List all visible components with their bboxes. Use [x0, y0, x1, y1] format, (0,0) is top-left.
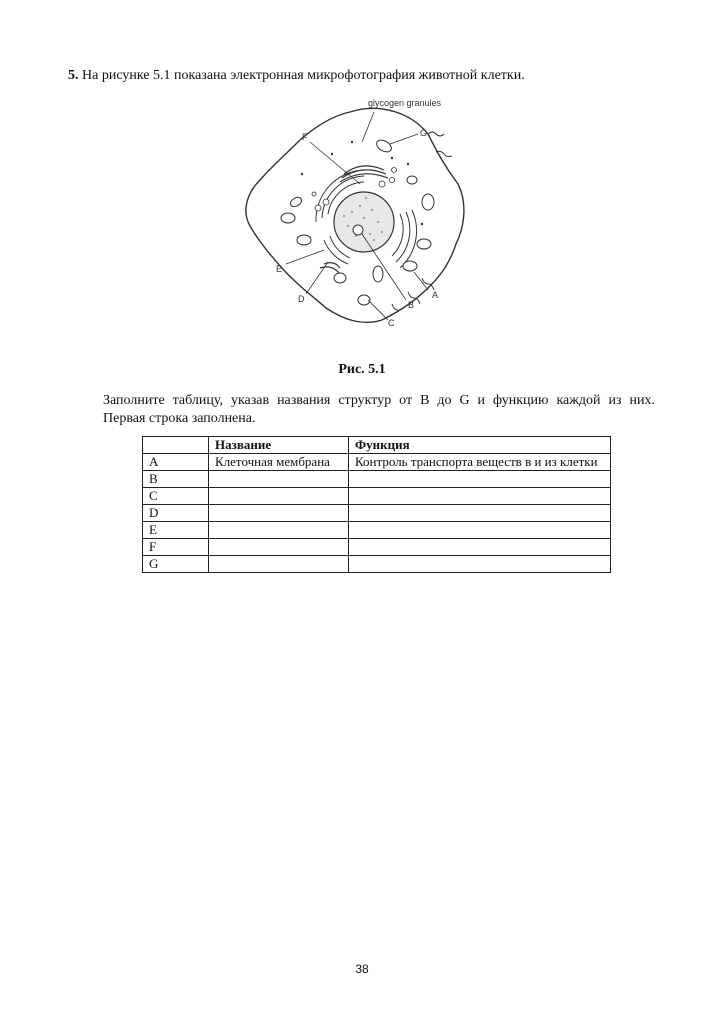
nucleolus: [353, 225, 363, 235]
table-row: [143, 454, 611, 471]
instructions-line-1: Заполните таблицу, указав названия структур от B до G и функцию каждой из них.: [103, 393, 655, 408]
microvilli: [392, 132, 452, 310]
row-letter: B: [143, 471, 209, 488]
label-G: G: [420, 128, 428, 138]
instructions-line-2: Первая строка заполнена.: [103, 411, 256, 426]
question-number: 5.: [68, 68, 79, 83]
label-E: E: [276, 264, 283, 274]
label-glycogen: glycogen granules: [368, 98, 442, 108]
page-number: 38: [355, 962, 369, 976]
row-function-input[interactable]: [349, 471, 611, 488]
header-letter: [143, 437, 209, 454]
answer-table: [142, 436, 611, 573]
row-letter: D: [143, 505, 209, 522]
row-function-input[interactable]: [349, 488, 611, 505]
row-name-input[interactable]: [209, 471, 349, 488]
row-letter: G: [143, 556, 209, 573]
question-text: [68, 68, 525, 84]
table-row: [143, 539, 611, 556]
row-name-input[interactable]: [209, 505, 349, 522]
row-function-input[interactable]: [349, 522, 611, 539]
row-name: Клеточная мембрана: [209, 454, 349, 471]
label-D: D: [298, 294, 305, 304]
row-name-input[interactable]: [209, 488, 349, 505]
label-F: F: [302, 132, 308, 142]
label-A: A: [432, 290, 439, 300]
row-letter: A: [143, 454, 209, 471]
row-letter: E: [143, 522, 209, 539]
row-function-input[interactable]: [349, 505, 611, 522]
animal-cell-diagram: [232, 94, 504, 342]
table-row: [143, 488, 611, 505]
figure-caption: Рис. 5.1: [338, 362, 386, 377]
table-header-row: [143, 437, 611, 454]
table-row: [143, 522, 611, 539]
row-letter: C: [143, 488, 209, 505]
row-name-input[interactable]: [209, 539, 349, 556]
row-name-input[interactable]: [209, 556, 349, 573]
table-row: [143, 471, 611, 488]
row-function-input[interactable]: [349, 539, 611, 556]
row-function: Контроль транспорта веществ в и из клетки: [349, 454, 611, 471]
row-function-input[interactable]: [349, 556, 611, 573]
header-function: Функция: [349, 437, 611, 454]
table-row: [143, 556, 611, 573]
table-row: [143, 505, 611, 522]
label-C: C: [388, 318, 395, 328]
row-name-input[interactable]: [209, 522, 349, 539]
label-B: B: [408, 300, 415, 310]
header-name: Название: [209, 437, 349, 454]
row-letter: F: [143, 539, 209, 556]
question-body: На рисунке 5.1 показана электронная микрофотография животной клетки.: [82, 68, 525, 83]
nucleus: [334, 192, 394, 252]
